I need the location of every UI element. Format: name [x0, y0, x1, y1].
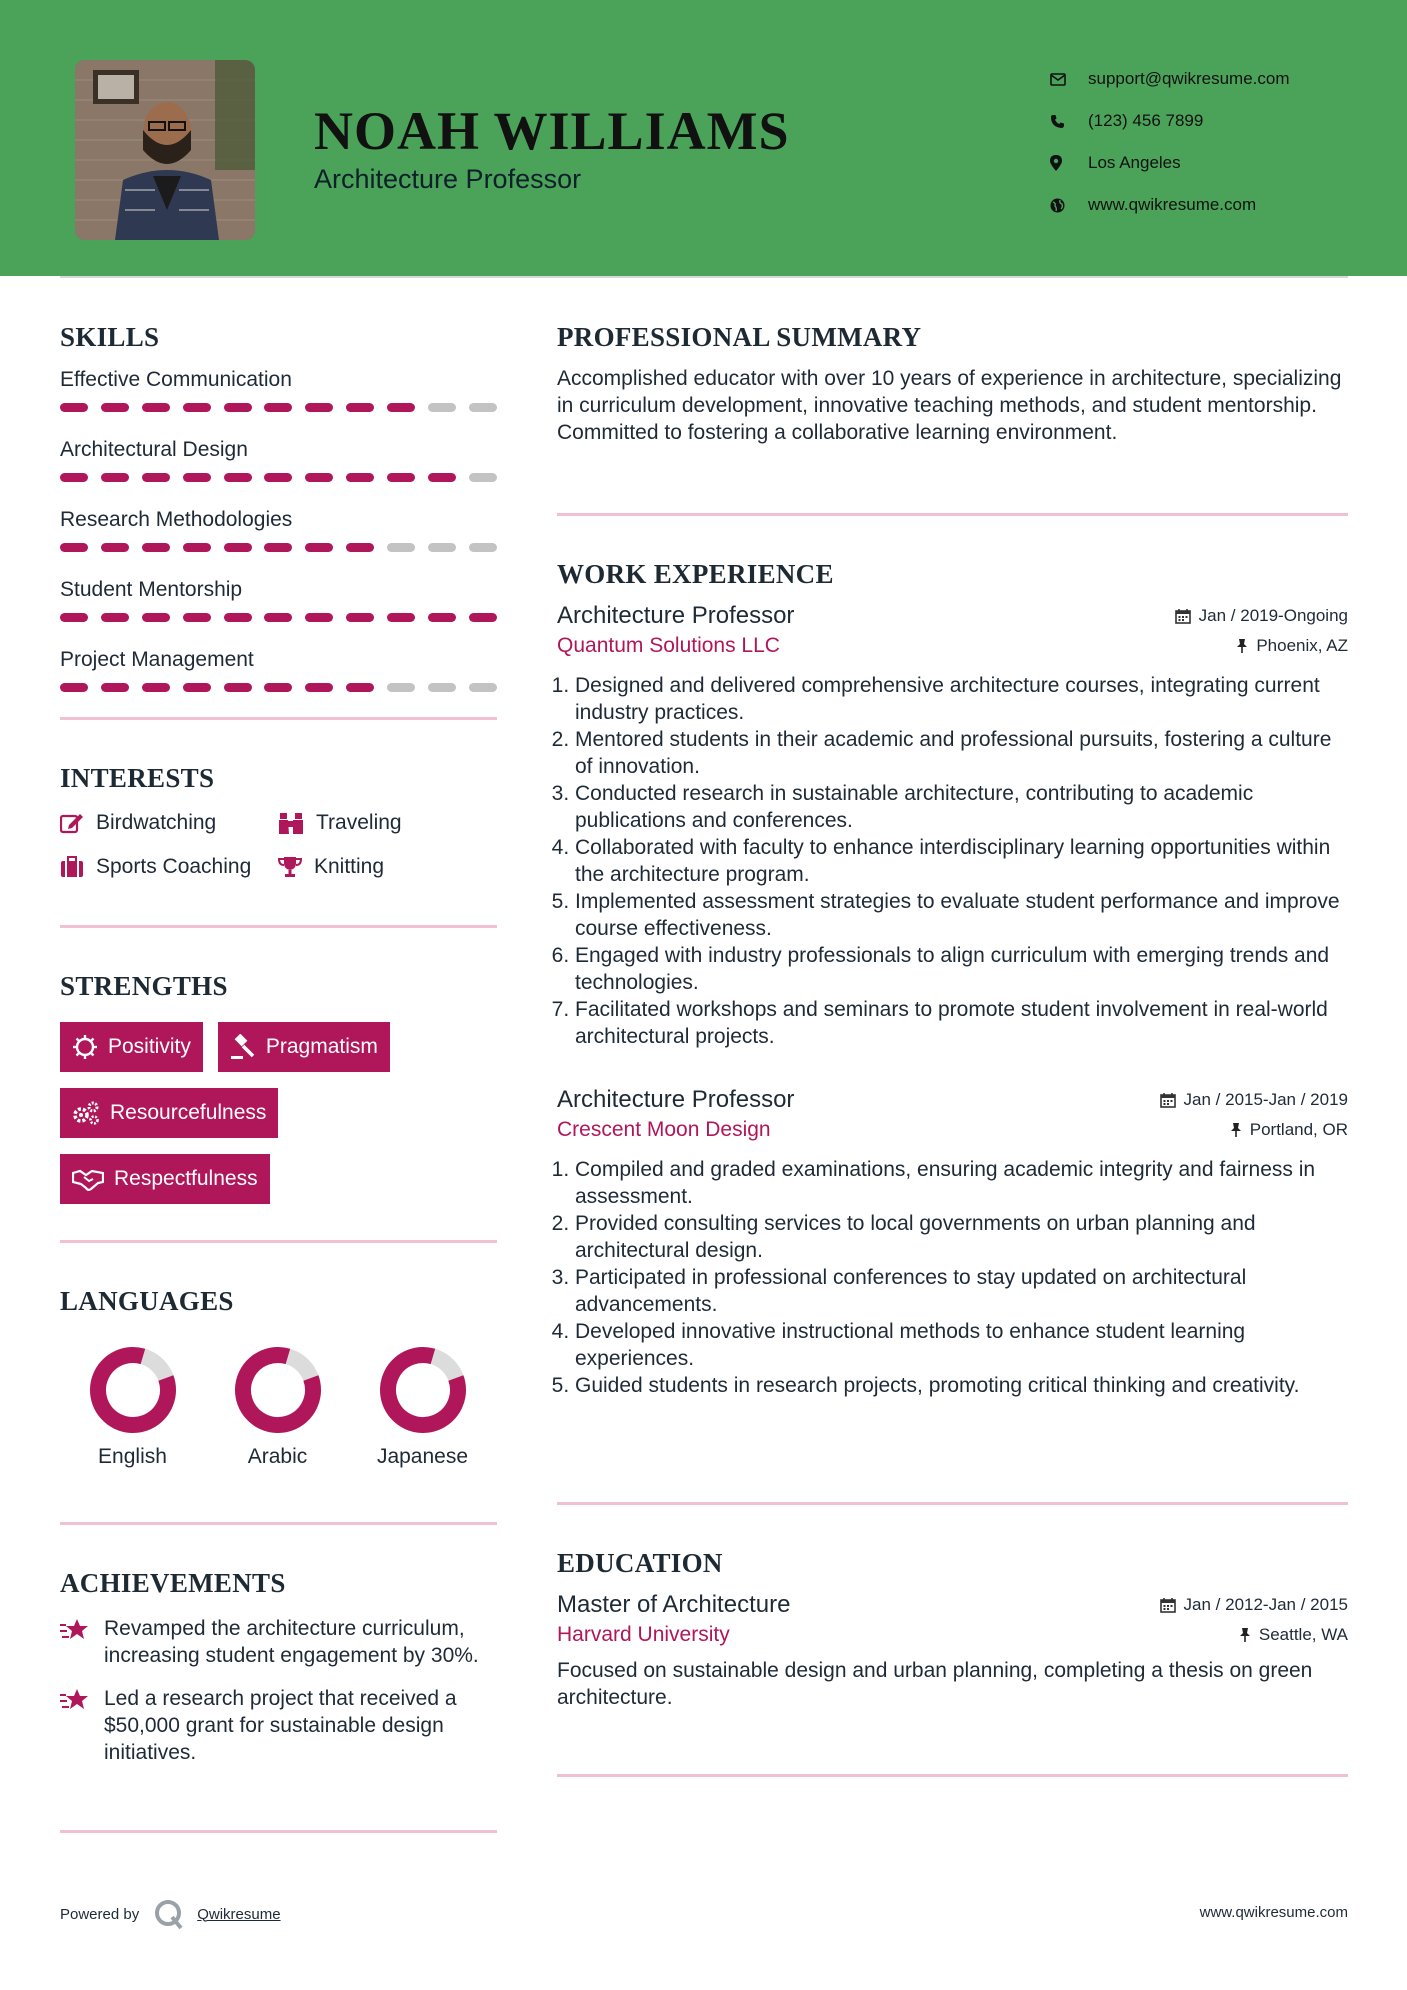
- skill-level-dot: [387, 613, 415, 622]
- job-bullets: [557, 672, 1348, 1050]
- skill-level-dot: [142, 403, 170, 412]
- strengths-section: [60, 971, 497, 1204]
- section-divider: [60, 1240, 497, 1243]
- gavel-icon: [230, 1034, 256, 1060]
- skill-level-dot: [183, 683, 211, 692]
- language-donut: [88, 1345, 178, 1435]
- skill-level-dot: [428, 473, 456, 482]
- qwikresume-logo-icon: [153, 1898, 185, 1930]
- skill-level-dot: [346, 613, 374, 622]
- achievement-text: Led a research project that received a $50,000 grant for sustainable design initiatives.: [104, 1687, 457, 1764]
- language-donut: [233, 1345, 323, 1435]
- section-divider: [60, 925, 497, 928]
- skill-level-dot: [101, 683, 129, 692]
- footer-url[interactable]: www.qwikresume.com: [1199, 1904, 1348, 1921]
- interest-label: Traveling: [316, 811, 402, 834]
- skill-level-dot: [469, 613, 497, 622]
- skill-level-dot: [60, 543, 88, 552]
- skill-level-dot: [387, 543, 415, 552]
- interest-label: Sports Coaching: [96, 855, 252, 878]
- skill-level-dot: [305, 543, 333, 552]
- interest-item: [278, 852, 497, 882]
- binoculars-icon: [278, 811, 304, 835]
- achievement-text: Revamped the architecture curriculum, increasing student engagement by 30%.: [104, 1617, 479, 1667]
- list-item: 6. Engaged with industry professionals to align curriculum with emerging trends and technologies.: [575, 942, 1348, 996]
- envelope-icon: [1050, 73, 1088, 86]
- experience-title: WORK EXPERIENCE: [557, 559, 834, 589]
- candidate-name: NOAH WILLIAMS: [314, 101, 790, 161]
- skill-level-dot: [142, 473, 170, 482]
- sun-icon: [72, 1034, 98, 1060]
- strength-label: Pragmatism: [265, 1035, 378, 1058]
- achievements-section: [60, 1568, 497, 1766]
- skill-level-dot: [346, 543, 374, 552]
- skill-level-dot: [224, 403, 252, 412]
- degree-title: Master of Architecture: [557, 1591, 791, 1618]
- skill-level-dot: [101, 473, 129, 482]
- list-item: 1. Designed and delivered comprehensive architecture courses, integrating current industry practices.: [575, 672, 1348, 726]
- summary-section: [557, 322, 1348, 446]
- skill-level-dot: [60, 613, 88, 622]
- phone-icon: [1050, 114, 1088, 129]
- list-item: 3. Conducted research in sustainable architecture, contributing to academic publications and conferences.: [575, 780, 1348, 834]
- skill-level-dot: [183, 403, 211, 412]
- pin-icon: [1230, 1122, 1242, 1138]
- skill-level-dot: [428, 403, 456, 412]
- list-item: 4. Developed innovative instructional methods to enhance student learning experiences.: [575, 1318, 1348, 1372]
- skill-level-dot: [469, 403, 497, 412]
- section-divider: [557, 1502, 1348, 1505]
- strength-badge: [60, 1022, 203, 1072]
- list-item: 5. Guided students in research projects, promoting critical thinking and creativity.: [575, 1372, 1348, 1399]
- contact-phone-text: (123) 456 7899: [1088, 111, 1204, 130]
- language-name: Arabic: [247, 1445, 308, 1468]
- job-entry: [557, 602, 1348, 1050]
- job-date: Jan / 2015-Jan / 2019: [1160, 1090, 1348, 1110]
- skill-level-dot: [469, 683, 497, 692]
- interests-title: INTERESTS: [60, 763, 215, 793]
- language-name: English: [98, 1445, 167, 1468]
- edit-icon: [60, 812, 84, 834]
- strengths-title: STRENGTHS: [60, 971, 228, 1001]
- language-donut-fill: [88, 1345, 178, 1435]
- company-name: Quantum Solutions LLC: [557, 634, 780, 657]
- interest-item: [60, 808, 278, 838]
- skill-level-dot: [264, 473, 292, 482]
- calendar-icon: [1160, 1597, 1176, 1613]
- contact-location-text: Los Angeles: [1088, 153, 1181, 172]
- skill-level-dot: [101, 613, 129, 622]
- job-location: Phoenix, AZ: [1236, 636, 1348, 656]
- strength-badge: [218, 1022, 390, 1072]
- contact-website[interactable]: [1050, 184, 1380, 226]
- interest-item: [60, 852, 278, 882]
- skill-level-dot: [305, 403, 333, 412]
- skill-level-dot: [305, 613, 333, 622]
- education-location: Seattle, WA: [1239, 1625, 1348, 1645]
- pin-icon: [1236, 638, 1248, 654]
- handshake-icon: [72, 1167, 104, 1191]
- experience-section: [557, 559, 1348, 1399]
- trophy-icon: [278, 856, 302, 878]
- achievement-item: [60, 1615, 497, 1669]
- skill-name: Research Methodologies: [60, 508, 293, 531]
- candidate-role: Architecture Professor: [314, 164, 582, 194]
- interests-section: [60, 763, 497, 882]
- skill-level-dot: [264, 683, 292, 692]
- job-entry: [557, 1086, 1348, 1399]
- summary-title: PROFESSIONAL SUMMARY: [557, 322, 922, 352]
- skill-level-dot: [428, 613, 456, 622]
- skill-level-dot: [428, 543, 456, 552]
- skill-level-dot: [264, 403, 292, 412]
- strength-label: Resourcefulness: [110, 1101, 267, 1124]
- company-name: Crescent Moon Design: [557, 1118, 771, 1141]
- star-badge-icon: [60, 1615, 92, 1643]
- header: [0, 0, 1407, 276]
- strengths-list: [60, 1022, 497, 1204]
- section-divider: [557, 513, 1348, 516]
- skill-level-dot: [101, 543, 129, 552]
- contact-phone[interactable]: [1050, 100, 1380, 142]
- language-donut: [378, 1345, 468, 1435]
- contact-website-text[interactable]: www.qwikresume.com: [1088, 195, 1257, 214]
- skill-level-dot: [264, 613, 292, 622]
- footer-powered-by: [60, 1898, 281, 1930]
- language-donut-fill: [378, 1345, 468, 1435]
- skill-level-dot: [60, 403, 88, 412]
- job-bullets: [557, 1156, 1348, 1399]
- skill-level-dot: [346, 403, 374, 412]
- skill-name: Project Management: [60, 648, 254, 671]
- job-title: Architecture Professor: [557, 602, 795, 629]
- job-title: Architecture Professor: [557, 1086, 795, 1113]
- list-item: 7. Facilitated workshops and seminars to promote student involvement in real-world architectural projects.: [575, 996, 1348, 1050]
- list-item: 3. Participated in professional conferences to stay updated on architectural advancements.: [575, 1264, 1348, 1318]
- job-date: Jan / 2019-Ongoing: [1175, 606, 1348, 626]
- list-item: 5. Implemented assessment strategies to evaluate student performance and improve course effectiveness.: [575, 888, 1348, 942]
- strength-label: Positivity: [108, 1035, 191, 1058]
- powered-by-text: Powered by: [60, 1905, 140, 1923]
- skill-level-dot: [183, 543, 211, 552]
- skill-name: Student Mentorship: [60, 578, 243, 601]
- list-item: 1. Compiled and graded examinations, ensuring academic integrity and fairness in assessment.: [575, 1156, 1348, 1210]
- interests-list: [60, 808, 497, 882]
- skill-name: Architectural Design: [60, 438, 248, 461]
- skills-list: [60, 365, 497, 693]
- skill-level-dot: [183, 473, 211, 482]
- skill-level-dot: [346, 473, 374, 482]
- strength-badge: [60, 1088, 278, 1138]
- job-location: Portland, OR: [1230, 1120, 1348, 1140]
- languages-title: LANGUAGES: [60, 1286, 234, 1316]
- qwikresume-link[interactable]: Qwikresume: [197, 1905, 281, 1923]
- skill-level-dot: [224, 613, 252, 622]
- language-donut-fill: [233, 1345, 323, 1435]
- contact-email[interactable]: [1050, 58, 1380, 100]
- language-item: [350, 1345, 495, 1469]
- skill-level-dot: [142, 543, 170, 552]
- skill-level-bar: [60, 611, 497, 623]
- skill-level-dot: [469, 543, 497, 552]
- skill-level-dot: [224, 543, 252, 552]
- skill-level-bar: [60, 541, 497, 553]
- calendar-icon: [1160, 1092, 1176, 1108]
- profile-photo: [75, 60, 255, 240]
- skill-name: Effective Communication: [60, 368, 292, 391]
- star-badge-icon: [60, 1685, 92, 1713]
- interest-label: Knitting: [314, 855, 385, 878]
- globe-icon: [1050, 198, 1088, 213]
- skill-level-bar: [60, 681, 497, 693]
- skill-level-dot: [224, 683, 252, 692]
- school-name: Harvard University: [557, 1623, 730, 1646]
- map-marker-icon: [1050, 155, 1088, 171]
- list-item: 4. Collaborated with faculty to enhance interdisciplinary learning opportunities within the architecture program.: [575, 834, 1348, 888]
- strength-badge: [60, 1154, 270, 1204]
- skills-title: SKILLS: [60, 322, 160, 352]
- education-section: [557, 1548, 1348, 1711]
- skill-level-bar: [60, 471, 497, 483]
- skill-level-dot: [60, 473, 88, 482]
- languages-list: [60, 1345, 497, 1469]
- contact-email-text[interactable]: support@qwikresume.com: [1088, 69, 1290, 88]
- skill-level-dot: [101, 403, 129, 412]
- skill-level-dot: [428, 683, 456, 692]
- section-divider: [557, 1774, 1348, 1777]
- interest-item: [278, 808, 497, 838]
- skill-level-dot: [264, 543, 292, 552]
- interest-label: Birdwatching: [96, 811, 217, 834]
- pin-icon: [1239, 1627, 1251, 1643]
- header-divider: [60, 276, 1348, 278]
- education-date: Jan / 2012-Jan / 2015: [1160, 1595, 1348, 1615]
- list-item: 2. Mentored students in their academic and professional pursuits, fostering a culture of innovation.: [575, 726, 1348, 780]
- section-divider: [60, 1830, 497, 1833]
- section-divider: [60, 1522, 497, 1525]
- language-item: [60, 1345, 205, 1469]
- skill-level-dot: [387, 683, 415, 692]
- education-text: Focused on sustainable design and urban planning, completing a thesis on green architecture.: [557, 1659, 1313, 1709]
- briefcase-icon: [60, 856, 84, 878]
- summary-text: Accomplished educator with over 10 years of experience in architecture, specializing in curriculum development, innovative teaching methods, and student mentorship. Committed to fostering a collaborative learning environment.: [557, 367, 1342, 444]
- section-divider: [60, 717, 497, 720]
- skill-level-dot: [183, 613, 211, 622]
- calendar-icon: [1175, 608, 1191, 624]
- skill-level-bar: [60, 401, 497, 413]
- education-title: EDUCATION: [557, 1548, 723, 1578]
- languages-section: [60, 1286, 497, 1469]
- skill-level-dot: [387, 403, 415, 412]
- list-item: 2. Provided consulting services to local governments on urban planning and architectural design.: [575, 1210, 1348, 1264]
- contact-location: [1050, 142, 1380, 184]
- gears-icon: [72, 1100, 100, 1126]
- language-item: [205, 1345, 350, 1469]
- achievements-title: ACHIEVEMENTS: [60, 1568, 286, 1598]
- skill-level-dot: [387, 473, 415, 482]
- skill-level-dot: [224, 473, 252, 482]
- achievement-item: [60, 1685, 497, 1766]
- skill-level-dot: [142, 613, 170, 622]
- skills-section: [60, 322, 497, 715]
- language-name: Japanese: [376, 1445, 469, 1468]
- skill-level-dot: [60, 683, 88, 692]
- skill-level-dot: [142, 683, 170, 692]
- skill-level-dot: [469, 473, 497, 482]
- contact-list: [1050, 58, 1380, 226]
- skill-level-dot: [346, 683, 374, 692]
- skill-level-dot: [305, 473, 333, 482]
- skill-level-dot: [305, 683, 333, 692]
- strength-label: Respectfulness: [114, 1167, 258, 1190]
